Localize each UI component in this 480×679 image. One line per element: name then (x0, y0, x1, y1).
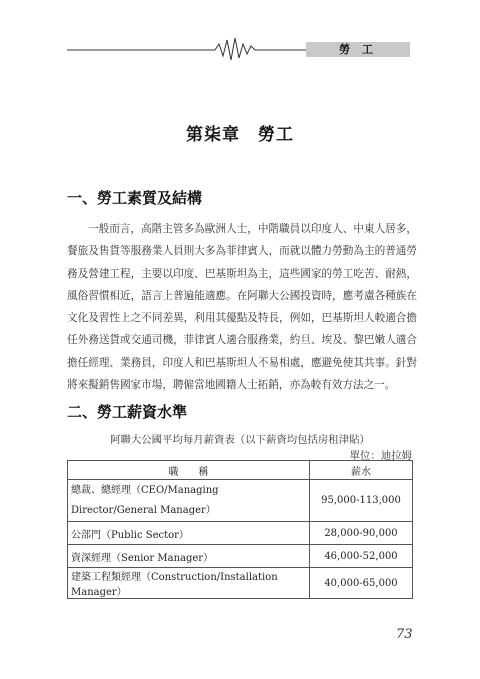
position-cell: 總裁、總經理（CEO/Managing Director/General Manager） (68, 480, 310, 522)
position-cell: 公部門（Public Sector） (68, 522, 310, 545)
position-cell: 建築工程類經理（Construction/Installation Manager） (68, 568, 310, 599)
body-paragraph: 一般而言，高階主管多為歐洲人士，中階職員以印度人、中東人居多，餐旅及售貨等服務業人員則大多為菲律賓人，而就以體力勞動為主的普通勞務及營建工程，主要以印度、巴基斯坦為主，這些國家的勞工吃苦、耐熱，風俗習慣相近，語言上普遍能適應。在阿聯大公國投資時，應考慮各種族在文化及習性上之不同差異，利用其優點及特長，例如，巴基斯坦人較適合擔任外務送貨或交通司機，菲律賓人適合服務業，約旦、埃及、黎巴嫩人適合擔任經理、業務員，印度人和巴基斯坦人不易相處，應避免使其共事。針對將來擬銷售國家市場，聘僱當地國籍人士拓銷，亦為較有效方法之一。 (67, 223, 417, 392)
column-header-position: 職 稱 (68, 461, 310, 480)
table-unit-note: 單位：迪拉姆 (349, 450, 412, 462)
salary-cell: 95,000-113,000 (310, 480, 413, 522)
table-row (68, 522, 413, 545)
table-row (68, 545, 413, 568)
table-row (68, 480, 413, 522)
position-cell: 資深經理（Senior Manager） (68, 545, 310, 568)
page-header (0, 0, 480, 70)
table-caption: 阿聯大公國平均每月薪資表（以下薪資均包括房租津貼） (110, 434, 370, 446)
page-number: 73 (396, 627, 413, 642)
section-heading-salary-level: 二、勞工薪資水準 (67, 403, 188, 421)
salary-cell: 46,000-52,000 (310, 545, 413, 568)
header-chapter-tab: 勞 工 (306, 42, 410, 57)
section-heading-labor-quality: 一、勞工素質及結構 (67, 189, 203, 207)
salary-table (67, 460, 413, 599)
salary-cell: 28,000-90,000 (310, 522, 413, 545)
column-header-salary: 薪水 (310, 461, 413, 480)
table-row (68, 568, 413, 599)
salary-cell: 40,000-65,000 (310, 568, 413, 599)
chapter-title: 第柒章 勞工 (186, 125, 294, 145)
header-pulse-line (0, 0, 480, 70)
table-header-row (68, 461, 413, 480)
